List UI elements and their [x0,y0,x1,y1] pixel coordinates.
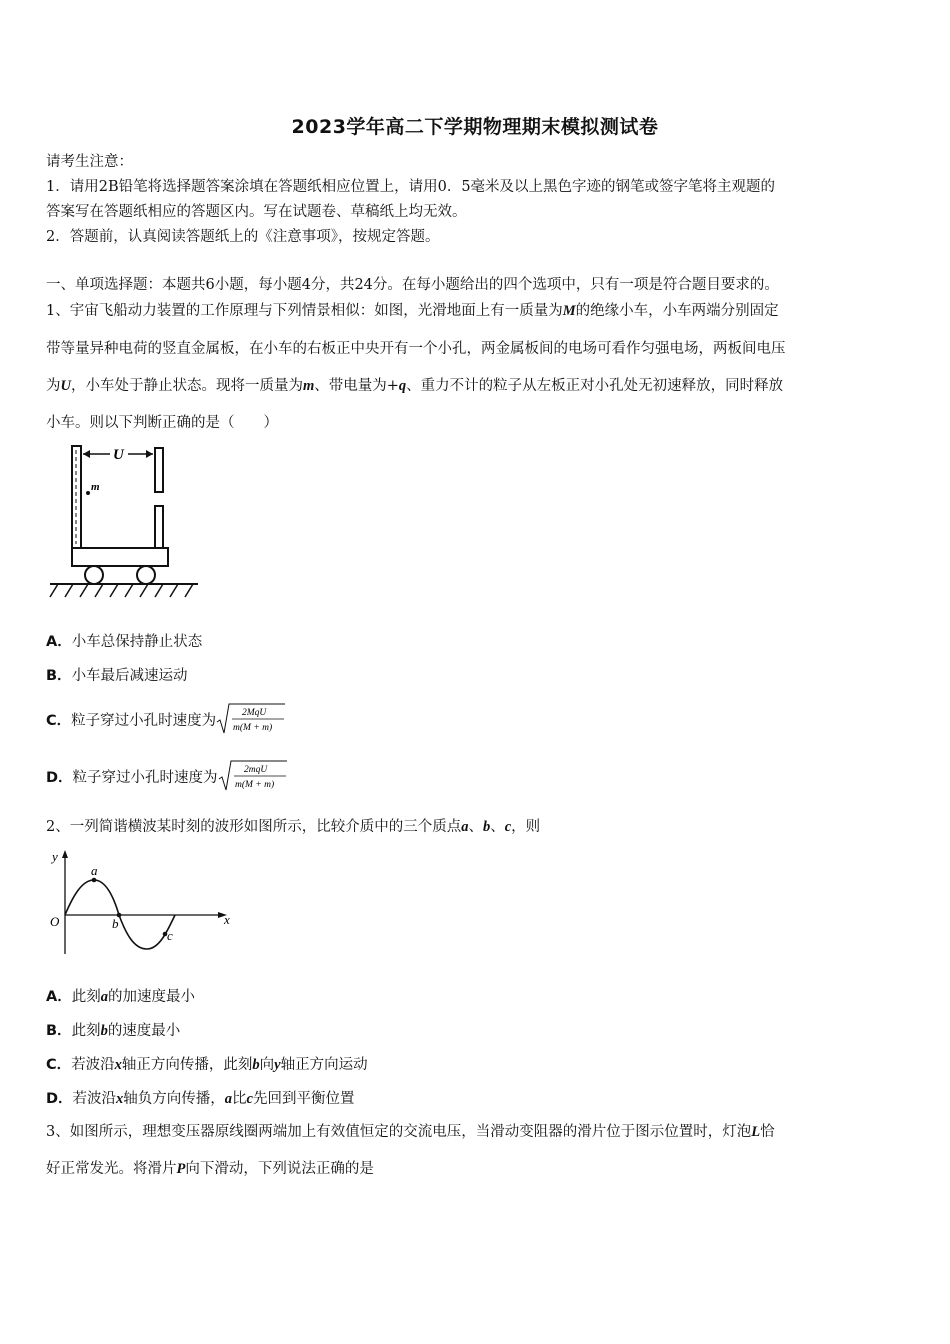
notice-item-1-line-1: 1．请用2B铅笔将选择题答案涂填在答题纸相应位置上，请用0．5毫米及以上黑色字迹的钢笔或签字笔将主观题的 [46,179,776,195]
q2-wave-figure [46,846,241,961]
q1-line-2: 带等量异种电荷的竖直金属板，在小车的右板正中央开有一个小孔，两金属板间的电场可看作匀强电场，两板间电压 [46,341,786,357]
notice-heading: 请考生注意： [46,154,133,170]
q1-line-3: 为U，小车处于静止状态。现将一质量为m、带电量为+q、重力不计的粒子从左板正对小孔处无初速释放，同时释放 [46,378,784,394]
q3-line-2: 好正常发光。将滑片P向下滑动，下列说法正确的是 [46,1161,374,1177]
label-m: m [91,481,100,493]
label-b: b [112,916,119,931]
notice-item-1-line-2: 答案写在答题纸相应的答题区内。写在试题卷、草稿纸上均无效。 [46,204,467,220]
q1-option-c[interactable]: C．粒子穿过小孔时速度为 2MqU m(M + m) [46,704,286,738]
wheel-right [137,566,155,584]
wheel-left [85,566,103,584]
right-plate-lower [155,506,163,548]
right-plate-upper [155,448,163,492]
q2-option-d[interactable]: D．若波沿x轴负方向传播，a比c先回到平衡位置 [46,1091,355,1107]
page-title: 2023学年高二下学期物理期末模拟测试卷 [291,116,659,138]
q1-option-b[interactable]: B．小车最后减速运动 [46,668,188,684]
label-x: x [224,912,230,927]
q1-option-d[interactable]: D．粒子穿过小孔时速度为 2mqU m(M + m) [46,761,288,795]
label-c: c [167,928,173,943]
formula-c [216,702,286,736]
var-M: M [562,303,576,319]
left-plate [72,446,81,548]
q3-line-1: 3、如图所示，理想变压器原线圈两端加上有效值恒定的交流电压，当滑动变阻器的滑片位于图示位置时，灯泡L恰 [46,1124,775,1140]
label-y: y [52,849,58,864]
q2-option-b[interactable]: B．此刻b的速度最小 [46,1023,181,1039]
svg-text:m(M + m): m(M + m) [234,780,274,790]
label-O: O [50,914,60,929]
section-header: 一、单项选择题：本题共6小题，每小题4分，共24分。在每小题给出的四个选项中，只有一项是符合题目要求的。 [46,277,779,293]
q2-option-c[interactable]: C．若波沿x轴正方向传播，此刻b向y轴正方向运动 [46,1057,368,1073]
point-a [92,878,97,883]
q1-line-1: 1、宇宙飞船动力装置的工作原理与下列情景相似：如图，光滑地面上有一质量为M的绝缘小车，小车两端分别固定 [46,303,779,319]
q1-line-4: 小车。则以下判断正确的是（ ） [46,415,278,431]
q2-stem: 2、一列简谐横波某时刻的波形如图所示，比较介质中的三个质点a、b、c，则 [46,819,541,835]
svg-text:2MqU: 2MqU [242,708,267,718]
ground-hatch [50,584,193,597]
svg-text:m(M + m): m(M + m) [233,723,273,733]
label-U: U [113,447,124,463]
q2-option-a[interactable]: A．此刻a的加速度最小 [46,989,195,1005]
label-a: a [91,863,98,878]
cart-base [72,548,168,566]
particle-m [86,491,90,495]
formula-d [218,759,288,793]
q1-cart-figure [46,440,206,605]
notice-item-2: 2．答题前，认真阅读答题纸上的《注意事项》，按规定答题。 [46,229,440,245]
svg-text:2mqU: 2mqU [243,765,267,775]
q1-option-a[interactable]: A．小车总保持静止状态 [46,634,203,650]
